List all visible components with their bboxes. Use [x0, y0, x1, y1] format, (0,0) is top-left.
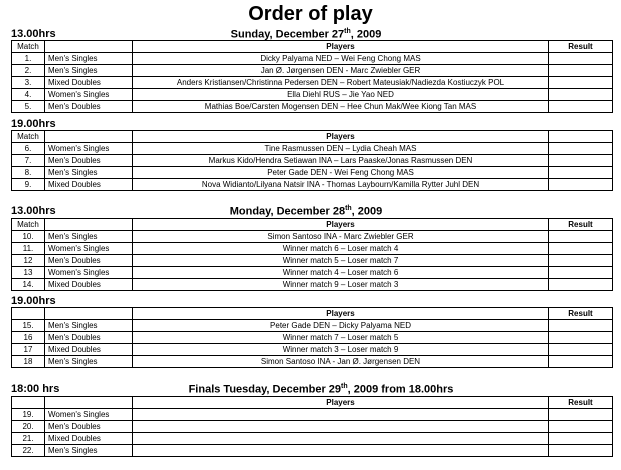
table-row: [12, 421, 613, 433]
table-row: [12, 65, 613, 77]
players-cell: [133, 433, 549, 445]
players-header: Players: [133, 131, 549, 143]
result-cell: [549, 433, 613, 445]
event-name: Men's Singles: [45, 167, 133, 179]
players-cell: [133, 445, 549, 457]
match-number: 21.: [12, 433, 45, 445]
result-header: Result: [549, 397, 613, 409]
event-name: Mixed Doubles: [45, 433, 133, 445]
event-name: Women's Singles: [45, 143, 133, 155]
table-row: [12, 320, 613, 332]
match-header: Match: [12, 41, 45, 53]
players-cell: Nova Widianto/Lilyana Natsir INA - Thomas Laybourn/Kamilla Rytter Juhl DEN: [133, 179, 549, 191]
result-cell: [549, 255, 613, 267]
result-cell: [549, 421, 613, 433]
event-name: Mixed Doubles: [45, 279, 133, 291]
event-name: Men's Doubles: [45, 332, 133, 344]
match-number: 19.: [12, 409, 45, 421]
table-header-row: [12, 41, 613, 53]
match-number: 11.: [12, 243, 45, 255]
event-name: Men's Singles: [45, 445, 133, 457]
result-cell: [549, 356, 613, 368]
match-number: 20.: [12, 421, 45, 433]
event-name: Men's Doubles: [45, 101, 133, 113]
event-name: Men's Singles: [45, 53, 133, 65]
result-cell: [549, 65, 613, 77]
result-cell: [549, 231, 613, 243]
table-row: [12, 53, 613, 65]
table-header-row: [12, 131, 613, 143]
players-cell: Winner match 5 – Loser match 7: [133, 255, 549, 267]
table-row: [12, 255, 613, 267]
event-name: Women's Singles: [45, 267, 133, 279]
match-number: 18: [12, 356, 45, 368]
match-header: Match: [12, 219, 45, 231]
match-number: 13: [12, 267, 45, 279]
players-cell: Anders Kristiansen/Christinna Pedersen DEN – Robert Mateusiak/Nadiezda Kostiuczyk POL: [133, 77, 549, 89]
players-cell: Winner match 4 – Loser match 6: [133, 267, 549, 279]
table-row: [12, 344, 613, 356]
result-cell: [549, 155, 613, 167]
match-number: 8.: [12, 167, 45, 179]
result-cell: [549, 332, 613, 344]
players-cell: [133, 409, 549, 421]
result-cell: [549, 53, 613, 65]
table-row: [12, 409, 613, 421]
match-number: 7.: [12, 155, 45, 167]
event-name: Men's Singles: [45, 356, 133, 368]
match-number: 6.: [12, 143, 45, 155]
section-time: 19.00hrs: [11, 118, 56, 130]
table-header-row: [12, 219, 613, 231]
table-row: [12, 167, 613, 179]
result-header: Result: [549, 41, 613, 53]
match-number: 5.: [12, 101, 45, 113]
players-cell: Dicky Palyama NED – Wei Feng Chong MAS: [133, 53, 549, 65]
section-day: Finals Tuesday, December 29th, 2009 from 18.00hrs: [188, 383, 454, 396]
event-name: Men's Doubles: [45, 421, 133, 433]
table-header-row: [12, 397, 613, 409]
table-row: [12, 356, 613, 368]
event-name: Men's Singles: [45, 231, 133, 243]
event-name: Mixed Doubles: [45, 77, 133, 89]
result-header: Result: [549, 219, 613, 231]
players-cell: Jan Ø. Jørgensen DEN - Marc Zwiebler GER: [133, 65, 549, 77]
section-time: 19.00hrs: [11, 295, 56, 307]
section-time: 13.00hrs: [11, 28, 56, 40]
event-name: Men's Doubles: [45, 255, 133, 267]
table-row: [12, 143, 613, 155]
players-cell: Winner match 3 – Loser match 9: [133, 344, 549, 356]
table-row: [12, 243, 613, 255]
players-cell: Peter Gade DEN - Wei Feng Chong MAS: [133, 167, 549, 179]
result-cell: [549, 344, 613, 356]
players-cell: Simon Santoso INA - Marc Zwiebler GER: [133, 231, 549, 243]
result-cell: [549, 179, 613, 191]
schedule-table: [11, 130, 613, 191]
schedule-table: [11, 40, 613, 113]
table-row: [12, 445, 613, 457]
schedule-table: [11, 307, 613, 368]
players-cell: Winner match 9 – Loser match 3: [133, 279, 549, 291]
match-number: 9.: [12, 179, 45, 191]
schedule-table: [11, 396, 613, 457]
table-row: [12, 77, 613, 89]
table-row: [12, 155, 613, 167]
page-title: Order of play: [248, 3, 373, 25]
match-number: 3.: [12, 77, 45, 89]
section-time: 18:00 hrs: [11, 383, 60, 395]
result-cell: [549, 243, 613, 255]
match-number: 15.: [12, 320, 45, 332]
result-cell: [549, 320, 613, 332]
event-name: Men's Doubles: [45, 155, 133, 167]
match-number: 17: [12, 344, 45, 356]
players-cell: Tine Rasmussen DEN – Lydia Cheah MAS: [133, 143, 549, 155]
players-cell: Peter Gade DEN – Dicky Palyama NED: [133, 320, 549, 332]
players-header: Players: [133, 397, 549, 409]
match-number: 2.: [12, 65, 45, 77]
result-cell: [549, 101, 613, 113]
event-name: Men's Singles: [45, 65, 133, 77]
match-number: 22.: [12, 445, 45, 457]
event-header: [45, 41, 133, 53]
result-header: [549, 131, 613, 143]
match-header: Match: [12, 131, 45, 143]
match-number: 12: [12, 255, 45, 267]
event-name: Women's Singles: [45, 89, 133, 101]
section-time: 13.00hrs: [11, 205, 56, 217]
result-cell: [549, 267, 613, 279]
players-cell: Mathias Boe/Carsten Mogensen DEN – Hee Chun Mak/Wee Kiong Tan MAS: [133, 101, 549, 113]
players-cell: Markus Kido/Hendra Setiawan INA – Lars Paaske/Jonas Rasmussen DEN: [133, 155, 549, 167]
result-cell: [549, 143, 613, 155]
schedule-table: [11, 218, 613, 291]
players-cell: Winner match 7 – Loser match 5: [133, 332, 549, 344]
result-cell: [549, 77, 613, 89]
event-header: [45, 219, 133, 231]
result-cell: [549, 409, 613, 421]
event-name: Mixed Doubles: [45, 344, 133, 356]
players-header: Players: [133, 219, 549, 231]
result-header: Result: [549, 308, 613, 320]
event-name: Men's Singles: [45, 320, 133, 332]
event-name: Mixed Doubles: [45, 179, 133, 191]
table-row: [12, 231, 613, 243]
table-row: [12, 89, 613, 101]
table-row: [12, 332, 613, 344]
event-header: [45, 397, 133, 409]
players-cell: [133, 421, 549, 433]
players-cell: Simon Santoso INA - Jan Ø. Jørgensen DEN: [133, 356, 549, 368]
table-row: [12, 179, 613, 191]
match-number: 10.: [12, 231, 45, 243]
table-row: [12, 101, 613, 113]
players-cell: Winner match 6 – Loser match 4: [133, 243, 549, 255]
match-number: 4.: [12, 89, 45, 101]
event-name: Women's Singles: [45, 243, 133, 255]
table-row: [12, 433, 613, 445]
table-row: [12, 279, 613, 291]
event-header: [45, 131, 133, 143]
players-header: Players: [133, 308, 549, 320]
players-cell: Ella Diehl RUS – Jie Yao NED: [133, 89, 549, 101]
match-number: 16: [12, 332, 45, 344]
result-cell: [549, 445, 613, 457]
event-name: Women's Singles: [45, 409, 133, 421]
result-cell: [549, 167, 613, 179]
match-number: 14.: [12, 279, 45, 291]
table-row: [12, 267, 613, 279]
result-cell: [549, 89, 613, 101]
players-header: Players: [133, 41, 549, 53]
match-number: 1.: [12, 53, 45, 65]
section-day: Sunday, December 27th, 2009: [230, 28, 382, 41]
match-header: [12, 397, 45, 409]
table-header-row: [12, 308, 613, 320]
result-cell: [549, 279, 613, 291]
event-header: [45, 308, 133, 320]
section-day: Monday, December 28th, 2009: [229, 205, 383, 218]
match-header: [12, 308, 45, 320]
